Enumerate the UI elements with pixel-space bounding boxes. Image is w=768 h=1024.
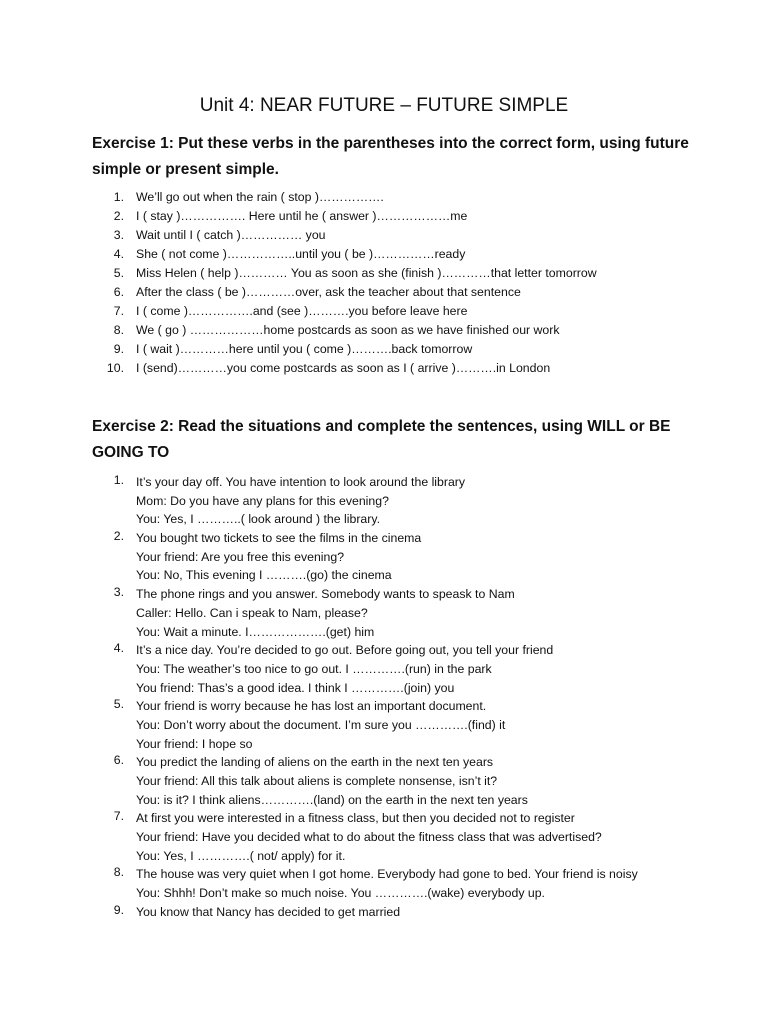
item-number: 2.: [113, 529, 124, 544]
exercise-2-heading-line-2: GOING TO: [92, 444, 170, 461]
item-text: I ( come )…………….and (see )……….you before leave here: [136, 304, 468, 318]
item-line: The house was very quiet when I got home. Everybody had gone to bed. Your friend is noisy: [136, 867, 638, 882]
exercise-2-item: [0, 697, 676, 753]
item-line: You: The weather’s too nice to go out. I ………….(run) in the park: [136, 661, 492, 676]
exercise-2-list: [0, 473, 676, 922]
exercise-2-item: [0, 753, 676, 809]
item-number: 8.: [113, 865, 124, 880]
item-number: 3.: [113, 228, 124, 242]
item-line: Mom: Do you have any plans for this evening?: [136, 493, 389, 508]
item-line: It’s a nice day. You’re decided to go out. Before going out, you tell your friend: [136, 643, 554, 658]
exercise-2-item: [0, 473, 676, 529]
exercise-2-item: [0, 903, 676, 922]
exercise-1-item: [0, 302, 676, 321]
item-number: 1.: [113, 190, 124, 204]
exercise-2-item: [0, 585, 676, 641]
item-line: You: No, This evening I ……….(go) the cinema: [136, 568, 392, 583]
item-number: 2.: [113, 209, 124, 223]
exercise-1-item: [0, 245, 676, 264]
item-line: The phone rings and you answer. Somebody wants to speask to Nam: [136, 587, 515, 602]
item-line: You bought two tickets to see the films in the cinema: [136, 531, 422, 546]
exercise-2-heading-line-1: Exercise 2: Read the situations and complete the sentences, using WILL or BE: [92, 418, 671, 435]
item-text: I (send)…………you come postcards as soon as I ( arrive )……….in London: [136, 361, 551, 375]
item-line: Your friend is worry because he has lost an important document.: [136, 699, 487, 714]
item-number: 5.: [113, 266, 124, 280]
exercise-2-item: [0, 865, 676, 902]
item-line: Your friend: I hope so: [136, 736, 253, 751]
item-number: 6.: [113, 753, 124, 768]
item-line: You: Don’t worry about the document. I’m sure you ………….(find) it: [136, 717, 506, 732]
item-line: It’s your day off. You have intention to look around the library: [136, 475, 466, 489]
exercise-2-heading: [92, 414, 692, 466]
exercise-1-item: [0, 207, 676, 226]
exercise-1-item: [0, 226, 676, 245]
exercise-1-heading-line-1: Exercise 1: Put these verbs in the parentheses into the correct form, using future: [92, 135, 689, 152]
item-line: Your friend: Have you decided what to do about the fitness class that was advertised?: [136, 830, 602, 845]
item-number: 4.: [113, 641, 124, 656]
item-line: At first you were interested in a fitness class, but then you decided not to register: [136, 811, 575, 826]
exercise-1-list: [0, 188, 676, 378]
page-title: Unit 4: NEAR FUTURE – FUTURE SIMPLE: [199, 95, 569, 116]
item-text: We’ll go out when the rain ( stop )…………….: [136, 190, 384, 204]
item-line: Your friend: Are you free this evening?: [136, 549, 345, 564]
item-line: You: Shhh! Don’t make so much noise. You ………….(wake) everybody up.: [136, 886, 545, 901]
exercise-1-item: [0, 359, 676, 378]
item-line: You: is it? I think aliens………….(land) on the earth in the next ten years: [136, 792, 528, 807]
exercise-2-item: [0, 641, 676, 697]
item-number: 9.: [113, 902, 124, 917]
item-number: 4.: [113, 247, 124, 261]
item-line: You friend: Thas’s a good idea. I think I ………….(join) you: [136, 680, 455, 695]
exercise-2-item: [0, 809, 676, 865]
item-number: 6.: [113, 285, 124, 299]
item-number: 10.: [106, 361, 124, 375]
item-line: Caller: Hello. Can i speak to Nam, please?: [136, 605, 368, 620]
item-line: You predict the landing of aliens on the earth in the next ten years: [136, 755, 494, 770]
item-number: 5.: [113, 697, 124, 712]
item-text: She ( not come )……………..until you ( be )……………ready: [136, 247, 466, 261]
exercise-1-heading: [92, 131, 692, 183]
item-line: Your friend: All this talk about aliens is complete nonsense, isn’t it?: [136, 774, 498, 788]
exercise-2-item: [0, 529, 676, 585]
exercise-1-heading-line-2: simple or present simple.: [92, 161, 279, 178]
item-text: We ( go ) ………………home postcards as soon as we have finished our work: [136, 323, 560, 337]
item-text: Wait until I ( catch )…………… you: [136, 228, 326, 242]
item-number: 7.: [113, 809, 124, 824]
exercise-1-item: [0, 283, 676, 302]
item-line: You know that Nancy has decided to get married: [136, 904, 401, 919]
exercise-1-item: [0, 321, 676, 340]
item-number: 8.: [113, 323, 124, 337]
item-text: Miss Helen ( help )………… You as soon as she (finish )…………that letter tomorrow: [136, 266, 597, 280]
item-text: I ( wait )…………here until you ( come )……….back tomorrow: [136, 342, 473, 356]
item-number: 7.: [113, 304, 124, 318]
item-line: You: Wait a minute. I……………….(get) him: [136, 624, 375, 639]
item-text: I ( stay )……………. Here until he ( answer )………………me: [136, 209, 468, 223]
item-text: After the class ( be )…………over, ask the teacher about that sentence: [136, 285, 521, 299]
item-number: 9.: [113, 342, 124, 356]
exercise-1-item: [0, 188, 676, 207]
item-line: You: Yes, I ………..( look around ) the library.: [136, 512, 381, 527]
item-line: You: Yes, I ………….( not/ apply) for it.: [136, 848, 346, 863]
item-number: 3.: [113, 585, 124, 600]
exercise-1-item: [0, 264, 676, 283]
item-number: 1.: [113, 473, 124, 487]
exercise-1-item: [0, 340, 676, 359]
